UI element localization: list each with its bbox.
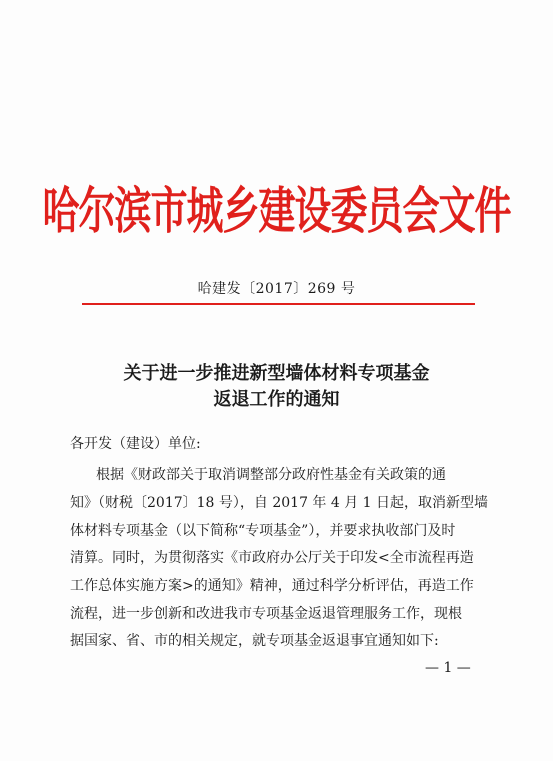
- body-line: 清算。同时，为贯彻落实《市政府办公厅关于印发<全市流程再造: [70, 550, 474, 566]
- red-divider: [82, 303, 475, 305]
- notice-title-line-1: 关于进一步推进新型墙体材料专项基金: [123, 363, 430, 384]
- body-line: 流程，进一步创新和改进我市专项基金返退管理服务工作，现根: [70, 606, 462, 622]
- body-line: 工作总体实施方案>的通知》精神，通过科学分析评估，再造工作: [70, 578, 474, 594]
- body-line: 据国家、省、市的相关规定，就专项基金返退事宜通知如下:: [70, 633, 439, 649]
- notice-title-line-2: 返退工作的通知: [213, 389, 340, 410]
- issuer-header: 哈尔滨市城乡建设委员会文件: [42, 180, 511, 241]
- salutation: 各开发（建设）单位:: [70, 436, 201, 452]
- body-line: 体材料专项基金（以下简称“专项基金”），并要求执收部门及时: [70, 523, 456, 539]
- document-number: 哈建发〔2017〕269 号: [197, 281, 356, 297]
- body-line: 知》（财税〔2017〕18 号），自 2017 年 4 月 1 日起，取消新型墙: [70, 495, 489, 511]
- page-number: — 1 —: [425, 660, 471, 676]
- body-line: 根据《财政部关于取消调整部分政府性基金有关政策的通: [96, 467, 446, 483]
